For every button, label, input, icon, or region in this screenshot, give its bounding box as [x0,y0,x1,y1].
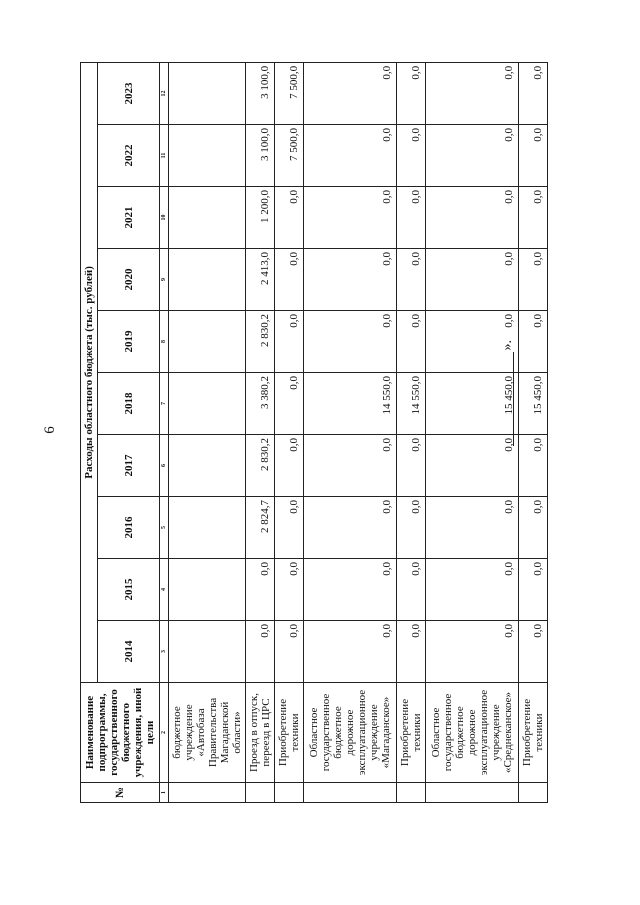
table-row [169,62,246,802]
row-name-cell: Приобретение техники [275,683,304,783]
value-cell-2018: 15 450,0 [426,373,519,435]
header-expenses-group: Расходы областного бюджета (тыс. рублей) [81,62,98,682]
value-cell-2022: 0,0 [519,125,548,187]
table-body [169,62,548,802]
row-num-cell [275,783,304,803]
header-year-2020: 2020 [98,249,160,311]
header-year-2023: 2023 [98,62,160,124]
value-cell-2018: 15 450,0 [519,373,548,435]
value-cell-2017: 0,0 [304,435,397,497]
value-cell-2018: 14 550,0 [397,373,426,435]
value-cell-2018 [169,373,246,435]
value-cell-2017 [169,435,246,497]
column-number: 8 [160,311,169,373]
value-cell-2014: 0,0 [519,621,548,683]
header-year-2016: 2016 [98,497,160,559]
column-number: 12 [160,62,169,124]
value-cell-2019: 0,0 [275,311,304,373]
value-cell-2020: 0,0 [519,249,548,311]
header-year-2022: 2022 [98,125,160,187]
value-cell-2016: 0,0 [397,497,426,559]
column-numbers-row [160,62,169,802]
value-cell-2018: 14 550,0 [304,373,397,435]
value-cell-2022: 0,0 [304,125,397,187]
row-num-cell [304,783,397,803]
value-cell-2022: 0,0 [426,125,519,187]
value-cell-2016: 2 824,7 [246,497,275,559]
column-number: 10 [160,187,169,249]
value-cell-2021: 0,0 [304,187,397,249]
row-name-cell: Проезд в отпуск, переезд в ЦРС [246,683,275,783]
value-cell-2023: 0,0 [304,62,397,124]
value-cell-2020: 0,0 [275,249,304,311]
value-cell-2020: 0,0 [397,249,426,311]
value-cell-2021: 0,0 [397,187,426,249]
value-cell-2014 [169,621,246,683]
page-number: 6 [42,426,58,434]
value-cell-2016: 0,0 [519,497,548,559]
value-cell-2017: 0,0 [426,435,519,497]
value-cell-2023: 0,0 [397,62,426,124]
value-cell-2014: 0,0 [426,621,519,683]
value-cell-2023: 3 100,0 [246,62,275,124]
value-cell-2016: 0,0 [426,497,519,559]
value-cell-2017: 0,0 [275,435,304,497]
value-cell-2018: 3 380,2 [246,373,275,435]
header-num: № [81,783,160,803]
value-cell-2022 [169,125,246,187]
value-cell-2014: 0,0 [397,621,426,683]
value-cell-2023: 0,0 [426,62,519,124]
table-row [275,62,304,802]
row-name-cell: бюджетное учреждение «Автобаза Правительства Магаданской области» [169,683,246,783]
value-cell-2023: 0,0 [519,62,548,124]
value-cell-2019 [169,311,246,373]
header-year-2015: 2015 [98,559,160,621]
column-number: 9 [160,249,169,311]
header-name: Наименование подпрограммы, государственного бюджетного учреждения, иной цели [81,683,160,783]
value-cell-2020 [169,249,246,311]
value-cell-2023 [169,62,246,124]
value-cell-2016: 0,0 [304,497,397,559]
table-row [304,62,397,802]
row-name-cell: Областное государственное бюджетное дорожное эксплуатационное учреждение «Магаданское» [304,683,397,783]
row-name-cell: Приобретение техники [519,683,548,783]
value-cell-2021: 1 200,0 [246,187,275,249]
value-cell-2021: 0,0 [275,187,304,249]
value-cell-2019: 0,0 [304,311,397,373]
value-cell-2021: 0,0 [426,187,519,249]
value-cell-2019: 0,0 [519,311,548,373]
column-number: 1 [160,783,169,803]
value-cell-2023: 7 500,0 [275,62,304,124]
row-num-cell [246,783,275,803]
value-cell-2015: 0,0 [519,559,548,621]
value-cell-2018: 0,0 [275,373,304,435]
value-cell-2015: 0,0 [275,559,304,621]
header-year-2021: 2021 [98,187,160,249]
closing-quote: ». [500,340,515,351]
row-num-cell [426,783,519,803]
value-cell-2022: 3 100,0 [246,125,275,187]
budget-table-container [80,63,545,803]
column-number: 4 [160,559,169,621]
header-year-2017: 2017 [98,435,160,497]
value-cell-2019: 0,0 [426,311,519,373]
column-number: 3 [160,621,169,683]
header-year-2018: 2018 [98,373,160,435]
column-number: 11 [160,125,169,187]
value-cell-2021 [169,187,246,249]
value-cell-2022: 7 500,0 [275,125,304,187]
row-num-cell [397,783,426,803]
value-cell-2021: 0,0 [519,187,548,249]
row-num-cell [169,783,246,803]
value-cell-2014: 0,0 [304,621,397,683]
value-cell-2017: 2 830,2 [246,435,275,497]
budget-table [80,62,548,803]
value-cell-2019: 2 830,2 [246,311,275,373]
value-cell-2017: 0,0 [397,435,426,497]
table-row [426,62,519,802]
column-number: 6 [160,435,169,497]
row-num-cell [519,783,548,803]
row-name-cell: Областное государственное бюджетное дорожное эксплуатационное учреждение «Среднеканское» [426,683,519,783]
value-cell-2015: 0,0 [397,559,426,621]
table-row [397,62,426,802]
column-number: 7 [160,373,169,435]
column-number: 5 [160,497,169,559]
value-cell-2014: 0,0 [275,621,304,683]
value-cell-2015 [169,559,246,621]
table-row [246,62,275,802]
value-cell-2016: 0,0 [275,497,304,559]
value-cell-2015: 0,0 [426,559,519,621]
value-cell-2020: 0,0 [304,249,397,311]
header-year-2019: 2019 [98,311,160,373]
value-cell-2016 [169,497,246,559]
header-year-2014: 2014 [98,621,160,683]
table-row [519,62,548,802]
value-cell-2022: 0,0 [397,125,426,187]
row-name-cell: Приобретение техники [397,683,426,783]
value-cell-2020: 2 413,0 [246,249,275,311]
value-cell-2015: 0,0 [304,559,397,621]
value-cell-2020: 0,0 [426,249,519,311]
value-cell-2017: 0,0 [519,435,548,497]
value-cell-2019: 0,0 [397,311,426,373]
value-cell-2014: 0,0 [246,621,275,683]
column-number: 2 [160,683,169,783]
value-cell-2015: 0,0 [246,559,275,621]
